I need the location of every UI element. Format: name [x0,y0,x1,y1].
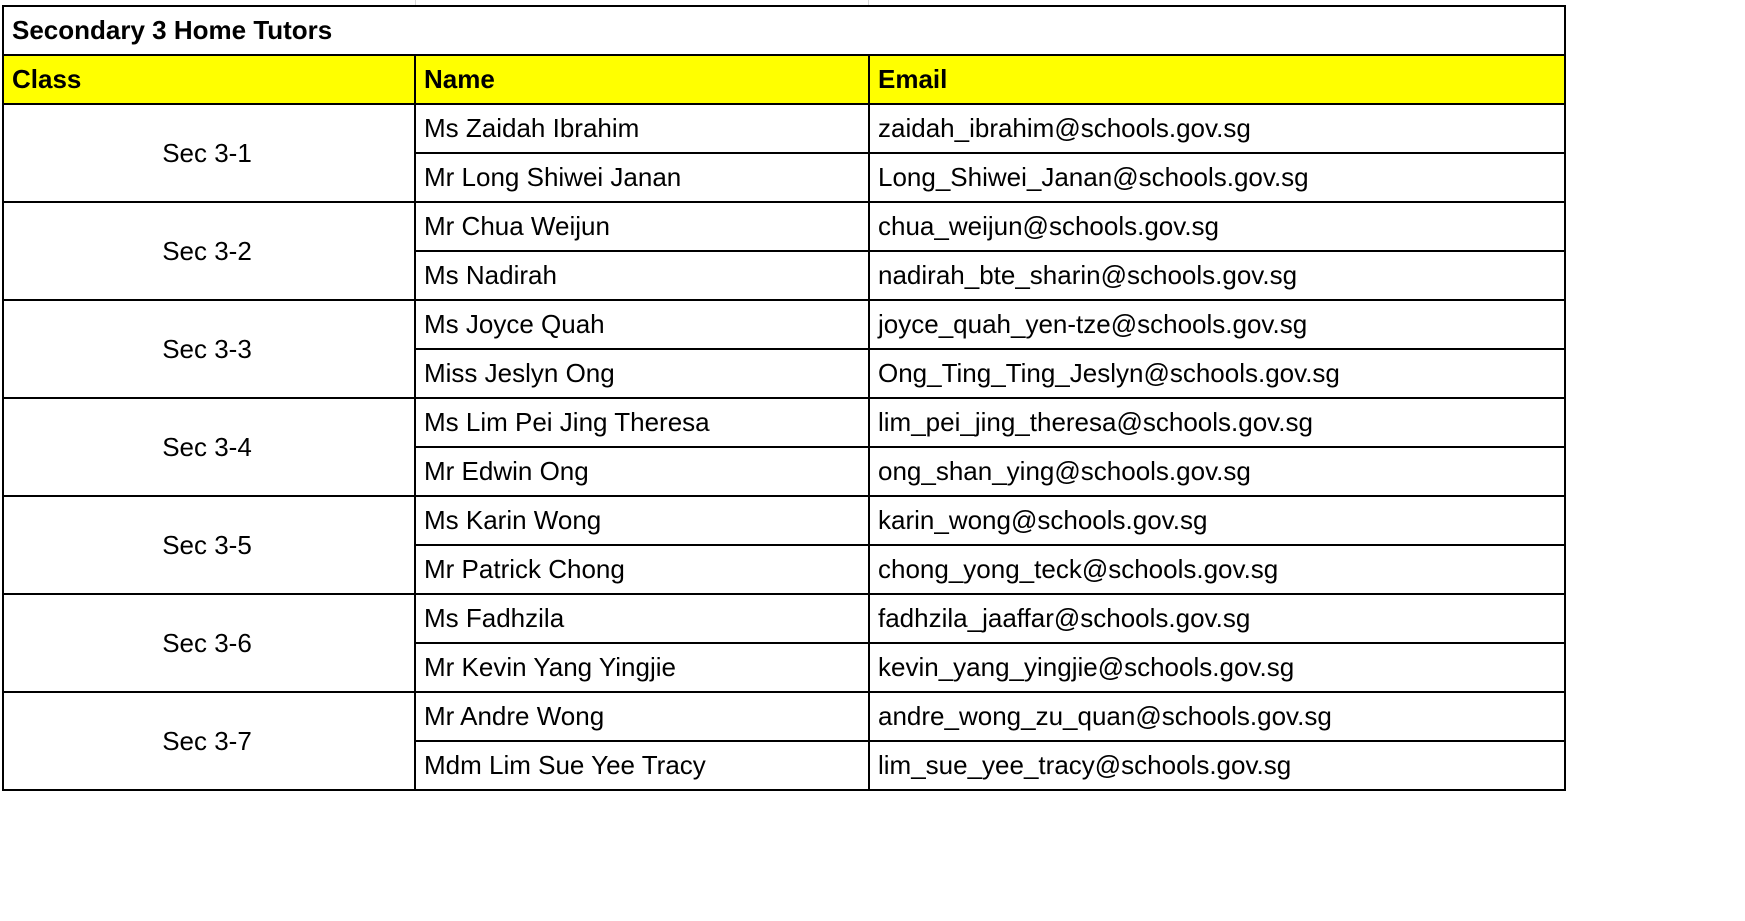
class-label: Sec 3-2 [162,235,252,266]
home-tutors-table [2,5,1566,791]
class-cell[interactable] [3,398,415,496]
sheet-title[interactable]: Secondary 3 Home Tutors [3,6,1565,55]
class-cell[interactable] [3,692,415,790]
tutor-name-cell[interactable]: Mr Edwin Ong [415,447,869,496]
tutor-name-cell[interactable]: Mr Kevin Yang Yingjie [415,643,869,692]
header-row [3,55,1565,104]
tutor-email-cell[interactable]: ong_shan_ying@schools.gov.sg [869,447,1565,496]
table-row [3,594,1565,643]
tutor-name-cell[interactable]: Mr Patrick Chong [415,545,869,594]
tutor-email-cell[interactable]: lim_sue_yee_tracy@schools.gov.sg [869,741,1565,790]
class-label: Sec 3-5 [162,529,252,560]
class-cell[interactable] [3,594,415,692]
class-cell[interactable] [3,104,415,202]
tutor-email-cell[interactable]: andre_wong_zu_quan@schools.gov.sg [869,692,1565,741]
tutor-email-cell[interactable]: Long_Shiwei_Janan@schools.gov.sg [869,153,1565,202]
header-email[interactable]: Email [869,55,1565,104]
tutor-email-cell[interactable]: chong_yong_teck@schools.gov.sg [869,545,1565,594]
class-cell[interactable] [3,496,415,594]
class-label: Sec 3-1 [162,137,252,168]
tutor-email-cell[interactable]: nadirah_bte_sharin@schools.gov.sg [869,251,1565,300]
tutor-name-cell[interactable]: Mdm Lim Sue Yee Tracy [415,741,869,790]
tutor-name-cell[interactable]: Mr Chua Weijun [415,202,869,251]
tutor-email-cell[interactable]: chua_weijun@schools.gov.sg [869,202,1565,251]
table-row [3,692,1565,741]
table-row [3,104,1565,153]
tutor-email-cell[interactable]: kevin_yang_yingjie@schools.gov.sg [869,643,1565,692]
table-row [3,300,1565,349]
tutor-email-cell[interactable]: zaidah_ibrahim@schools.gov.sg [869,104,1565,153]
class-cell[interactable] [3,202,415,300]
class-label: Sec 3-4 [162,431,252,462]
table-row [3,496,1565,545]
tutor-name-cell[interactable]: Ms Joyce Quah [415,300,869,349]
tutor-name-cell[interactable]: Miss Jeslyn Ong [415,349,869,398]
tutor-email-cell[interactable]: Ong_Ting_Ting_Jeslyn@schools.gov.sg [869,349,1565,398]
table-row [3,202,1565,251]
tutor-name-cell[interactable]: Ms Zaidah Ibrahim [415,104,869,153]
tutor-name-cell[interactable]: Ms Karin Wong [415,496,869,545]
class-label: Sec 3-3 [162,333,252,364]
tutor-name-cell[interactable]: Ms Fadhzila [415,594,869,643]
tutor-email-cell[interactable]: joyce_quah_yen-tze@schools.gov.sg [869,300,1565,349]
tutor-name-cell[interactable]: Mr Long Shiwei Janan [415,153,869,202]
tutor-name-cell[interactable]: Ms Lim Pei Jing Theresa [415,398,869,447]
header-class[interactable]: Class [3,55,415,104]
tutor-email-cell[interactable]: fadhzila_jaaffar@schools.gov.sg [869,594,1565,643]
tutor-email-cell[interactable]: lim_pei_jing_theresa@schools.gov.sg [869,398,1565,447]
title-row [3,6,1565,55]
tutor-name-cell[interactable]: Ms Nadirah [415,251,869,300]
tutor-email-cell[interactable]: karin_wong@schools.gov.sg [869,496,1565,545]
class-label: Sec 3-6 [162,627,252,658]
class-label: Sec 3-7 [162,725,252,756]
tutor-name-cell[interactable]: Mr Andre Wong [415,692,869,741]
header-name[interactable]: Name [415,55,869,104]
table-row [3,398,1565,447]
class-cell[interactable] [3,300,415,398]
